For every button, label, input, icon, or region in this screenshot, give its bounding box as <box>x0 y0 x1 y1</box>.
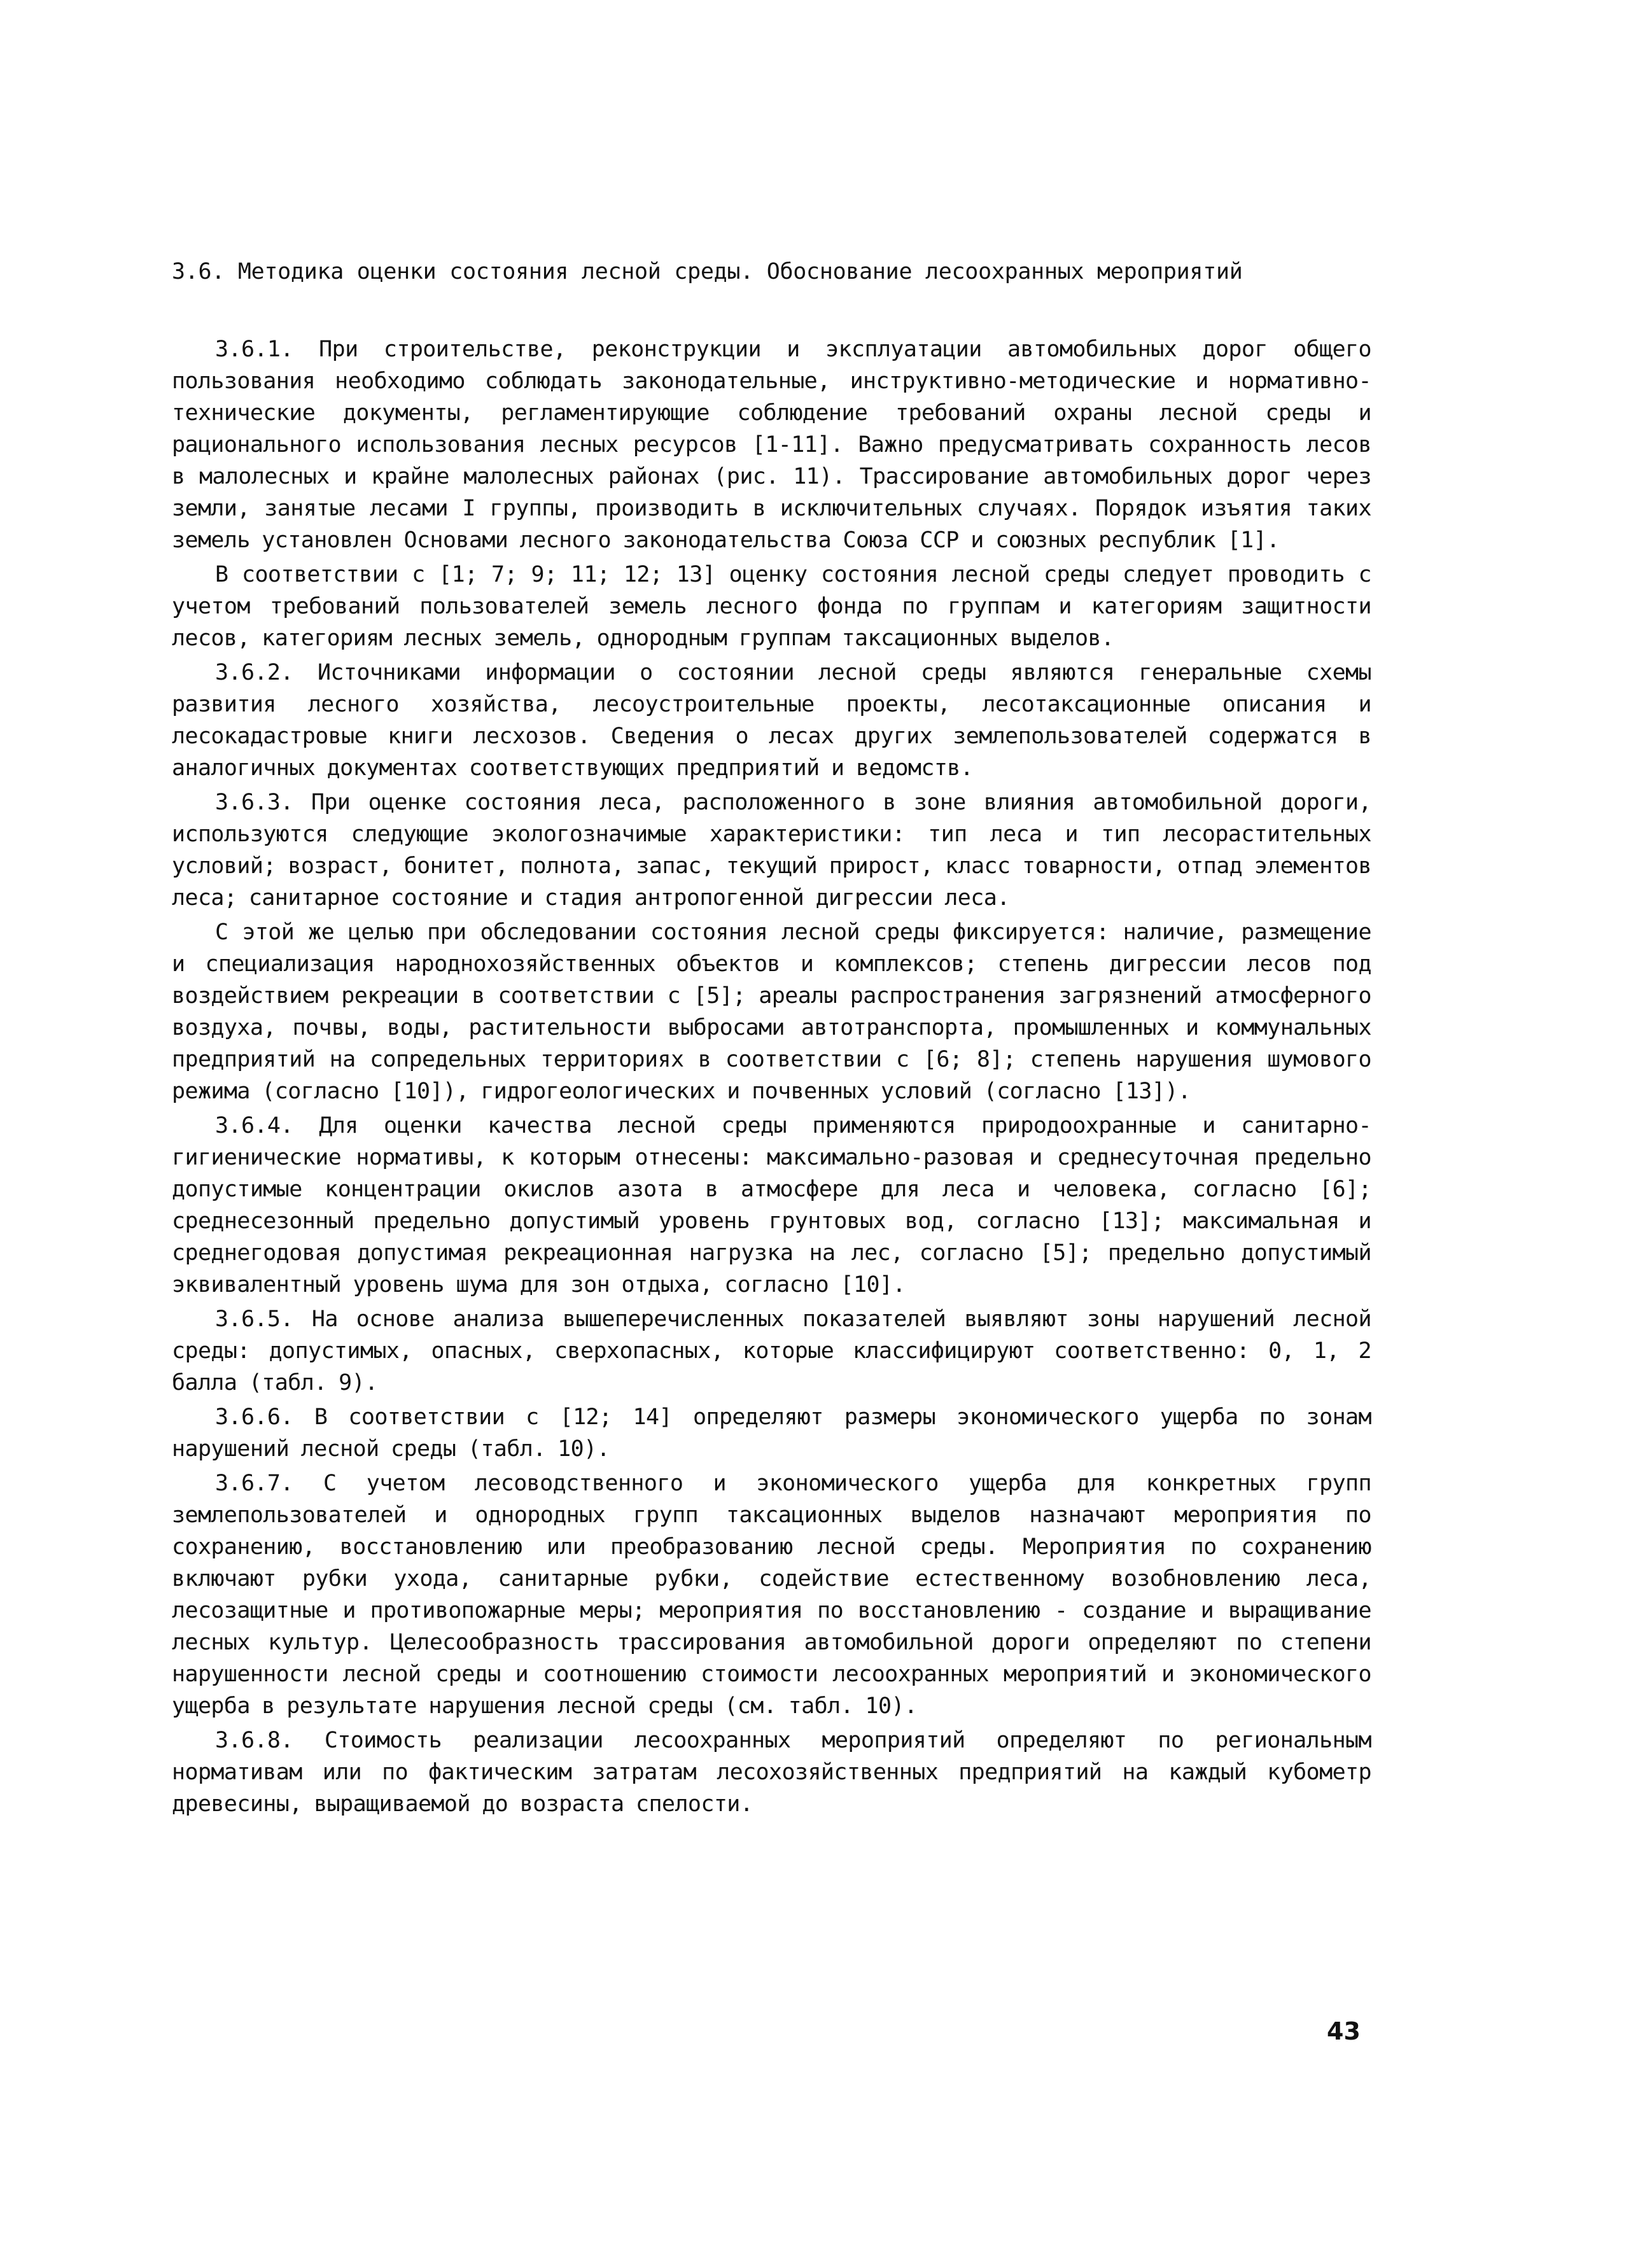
paragraph-3-6-5: 3.6.5. На основе анализа вышеперечисленных показателей выявляют зоны нарушений лесной среды: допустимых, опасных, сверхопасных, которые классифицируют соответственно: 0, 1, 2 балла (табл. 9). <box>172 1306 1371 1396</box>
paragraph-3-6-7: 3.6.7. С учетом лесоводственного и экономического ущерба для конкретных групп землепользователей и однородных групп таксационных выделов назначают мероприятия по сохранению, восстановлению или преобразованию лесной среды. Мероприятия по сохранению включают рубки ухода, санитарные рубки, содействие естественному возобновлению леса, лесозащитные и противопожарные меры; мероприятия по восстановлению - создание и выращивание лесных культур. Целесообразность трассирования автомобильной дороги определяют по степени нарушенности лесной среды и соотношению стоимости лесоохранных мероприятий и экономического ущерба в результате нарушения лесной среды (см. табл. 10). <box>172 1471 1371 1719</box>
paragraph-3-6-3: 3.6.3. При оценке состояния леса, расположенного в зоне влияния автомобильной дороги, используются следующие экологозначимые характеристики: тип леса и тип лесорастительных условий; возраст, бонитет, полнота, запас, текущий прирост, класс товарности, отпад элементов леса; санитарное состояние и стадия антропогенной дигрессии леса. <box>172 790 1371 911</box>
paragraph-3-6-1: 3.6.1. При строительстве, реконструкции и эксплуатации автомобильных дорог общего пользования необходимо соблюдать законодательные, инструктивно-методические и нормативно-технические документы, регламентирующие соблюдение требований охраны лесной среды и рационального использования лесных ресурсов [1-11]. Важно предусматривать сохранность лесов в малолесных и крайне малолесных районах (рис. 11). Трассирование автомобильных дорог через земли, занятые лесами I группы, производить в исключительных случаях. Порядок изъятия таких земель установлен Основами лесного законодательства Союза ССР и союзных республик [1]. <box>172 337 1371 553</box>
paragraph-3-6-8: 3.6.8. Стоимость реализации лесоохранных мероприятий определяют по региональным нормативам или по фактическим затратам лесохозяйственных предприятий на каждый кубометр древесины, выращиваемой до возраста спелости. <box>172 1728 1371 1817</box>
page-content <box>172 255 1371 1823</box>
paragraph-3-6-6: 3.6.6. В соответствии с [12; 14] определяют размеры экономического ущерба по зонам нарушений лесной среды (табл. 10). <box>172 1404 1371 1462</box>
paragraph-3-6-4: 3.6.4. Для оценки качества лесной среды применяются природоохранные и санитарно-гигиенические нормативы, к которым отнесены: максимально-разовая и среднесуточная предельно допустимые концентрации окислов азота в атмосфере для леса и человека, согласно [6]; среднесезонный предельно допустимый уровень грунтовых вод, согласно [13]; максимальная и среднегодовая допустимая рекреационная нагрузка на лес, согласно [5]; предельно допустимый эквивалентный уровень шума для зон отдыха, согласно [10]. <box>172 1113 1371 1298</box>
paragraph-3-6-2: 3.6.2. Источниками информации о состоянии лесной среды являются генеральные схемы развития лесного хозяйства, лесоустроительные проекты, лесотаксационные описания и лесокадастровые книги лесхозов. Сведения о лесах других землепользователей содержатся в аналогичных документах соответствующих предприятий и ведомств. <box>172 660 1371 781</box>
page-number: 43 <box>1327 2017 1361 2045</box>
paragraph-3-6-3-continued: С этой же целью при обследовании состояния лесной среды фиксируется: наличие, размещение и специализация народнохозяйственных объектов и комплексов; степень дигрессии лесов под воздействием рекреации в соответствии с [5]; ареалы распространения загрязнений атмосферного воздуха, почвы, воды, растительности выбросами автотранспорта, промышленных и коммунальных предприятий на сопредельных территориях в соответствии с [6; 8]; степень нарушения шумового режима (согласно [10]), гидрогеологических и почвенных условий (согласно [13]). <box>172 920 1371 1104</box>
section-heading: 3.6. Методика оценки состояния лесной среды. Обоснование лесоохранных мероприятий <box>172 259 1243 284</box>
paragraph-3-6-1-continued: В соответствии с [1; 7; 9; 11; 12; 13] оценку состояния лесной среды следует проводить с учетом требований пользователей земель лесного фонда по группам и категориям защитности лесов, категориям лесных земель, однородным группам таксационных выделов. <box>172 562 1371 651</box>
